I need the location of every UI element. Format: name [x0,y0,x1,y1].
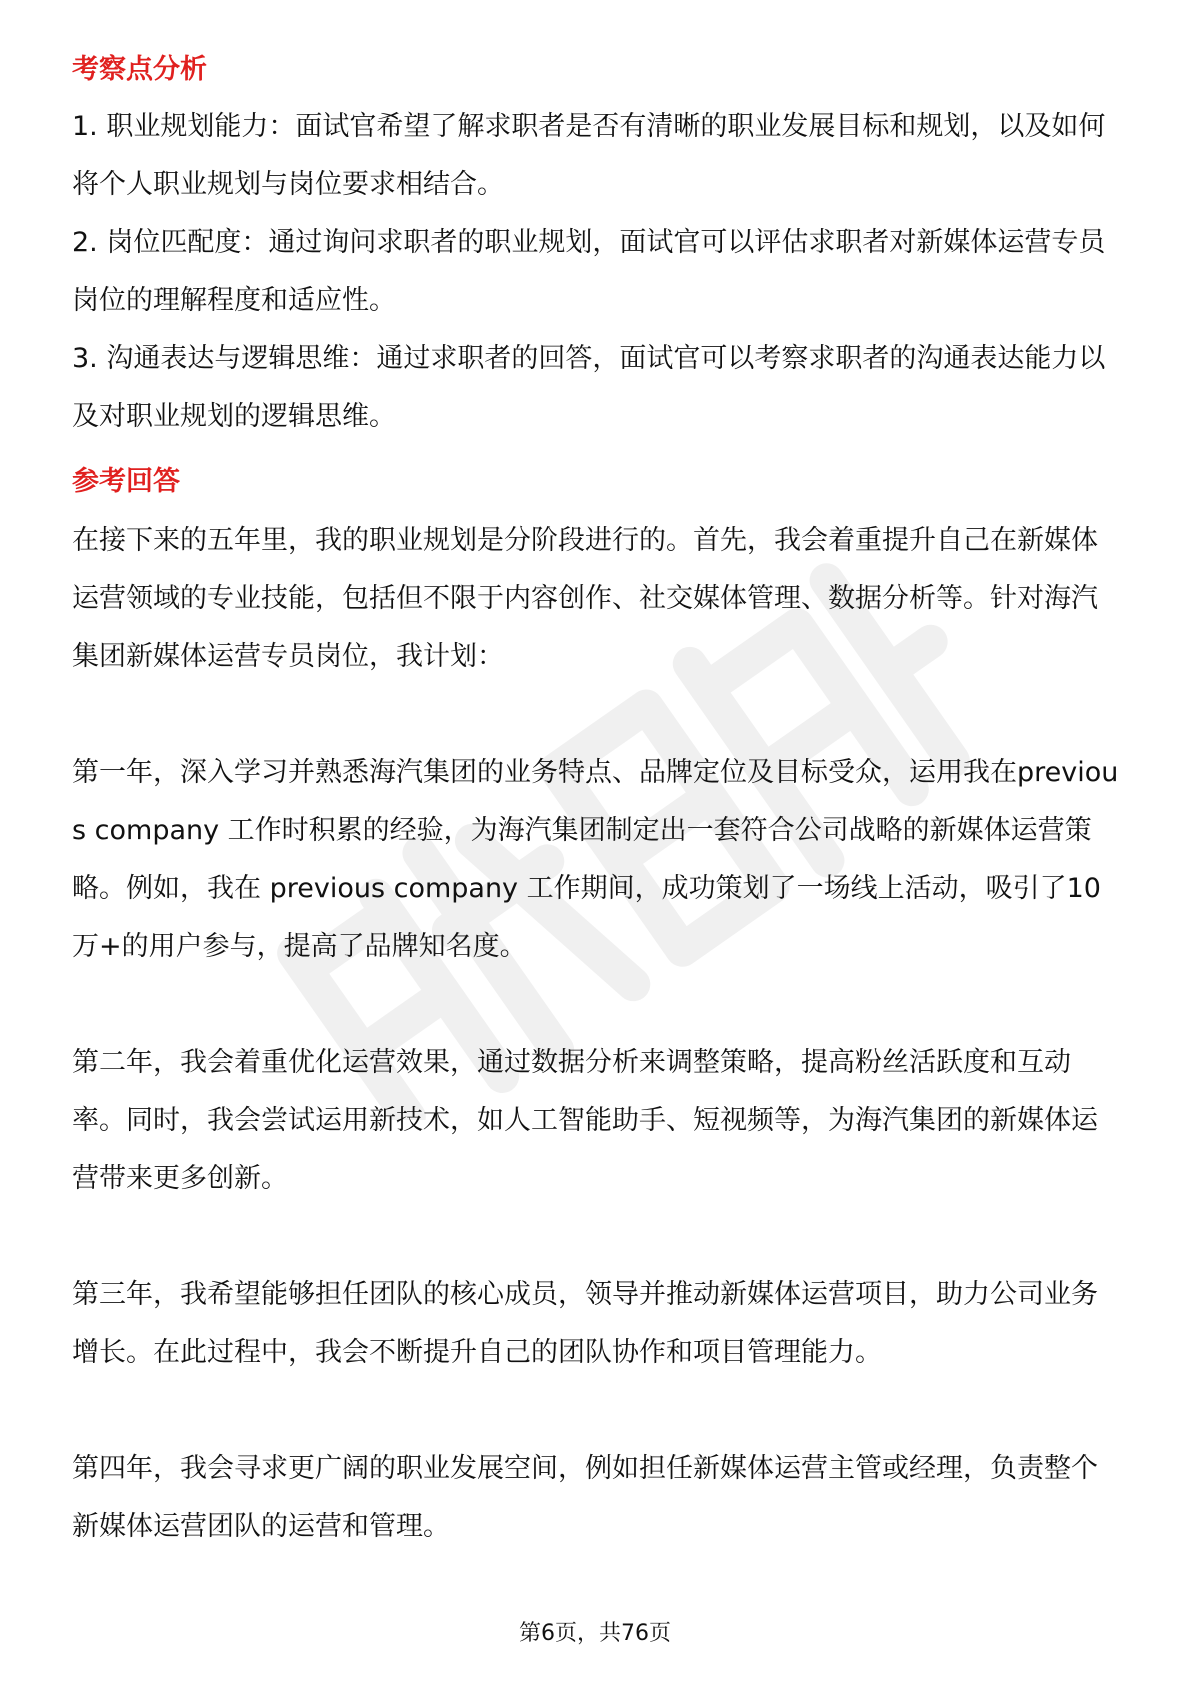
paragraph-spacer [72,1382,1122,1440]
answer-paragraph-year1: 第一年，深入学习并熟悉海汽集团的业务特点、品牌定位及目标受众，运用我在previous company 工作时积累的经验，为海汽集团制定出一套符合公司战略的新媒体运营策略。例如，我在 previous company 工作期间，成功策划了一场线上活动，吸引了10万+的用户参与，提高了品牌知名度。 [72,757,1119,962]
answer-heading: 参考回答 [72,466,180,497]
answer-paragraph-intro: 在接下来的五年里，我的职业规划是分阶段进行的。首先，我会着重提升自己在新媒体运营领域的专业技能，包括但不限于内容创作、社交媒体管理、数据分析等。针对海汽集团新媒体运营专员岗位，我计划： [72,525,1098,672]
analysis-item-3: 3. 沟通表达与逻辑思维：通过求职者的回答，面试官可以考察求职者的沟通表达能力以及对职业规划的逻辑思维。 [72,343,1106,432]
page-number: 第6页，共76页 [519,1621,671,1646]
analysis-item-1: 1. 职业规划能力：面试官希望了解求职者是否有清晰的职业发展目标和规划，以及如何将个人职业规划与岗位要求相结合。 [72,111,1106,200]
answer-paragraph-year4: 第四年，我会寻求更广阔的职业发展空间，例如担任新媒体运营主管或经理，负责整个新媒体运营团队的运营和管理。 [72,1453,1098,1542]
answer-paragraph-year2: 第二年，我会着重优化运营效果，通过数据分析来调整策略，提高粉丝活跃度和互动率。同时，我会尝试运用新技术，如人工智能助手、短视频等，为海汽集团的新媒体运营带来更多创新。 [72,1047,1098,1194]
paragraph-spacer [72,686,1122,744]
answer-paragraph-year3: 第三年，我希望能够担任团队的核心成员，领导并推动新媒体运营项目，助力公司业务增长。在此过程中，我会不断提升自己的团队协作和项目管理能力。 [72,1279,1098,1368]
paragraph-spacer [72,1208,1122,1266]
paragraph-spacer [72,976,1122,1034]
document-body [72,46,1122,1556]
analysis-heading: 考察点分析 [72,54,207,85]
analysis-item-2: 2. 岗位匹配度：通过询问求职者的职业规划，面试官可以评估求职者对新媒体运营专员岗位的理解程度和适应性。 [72,227,1106,316]
